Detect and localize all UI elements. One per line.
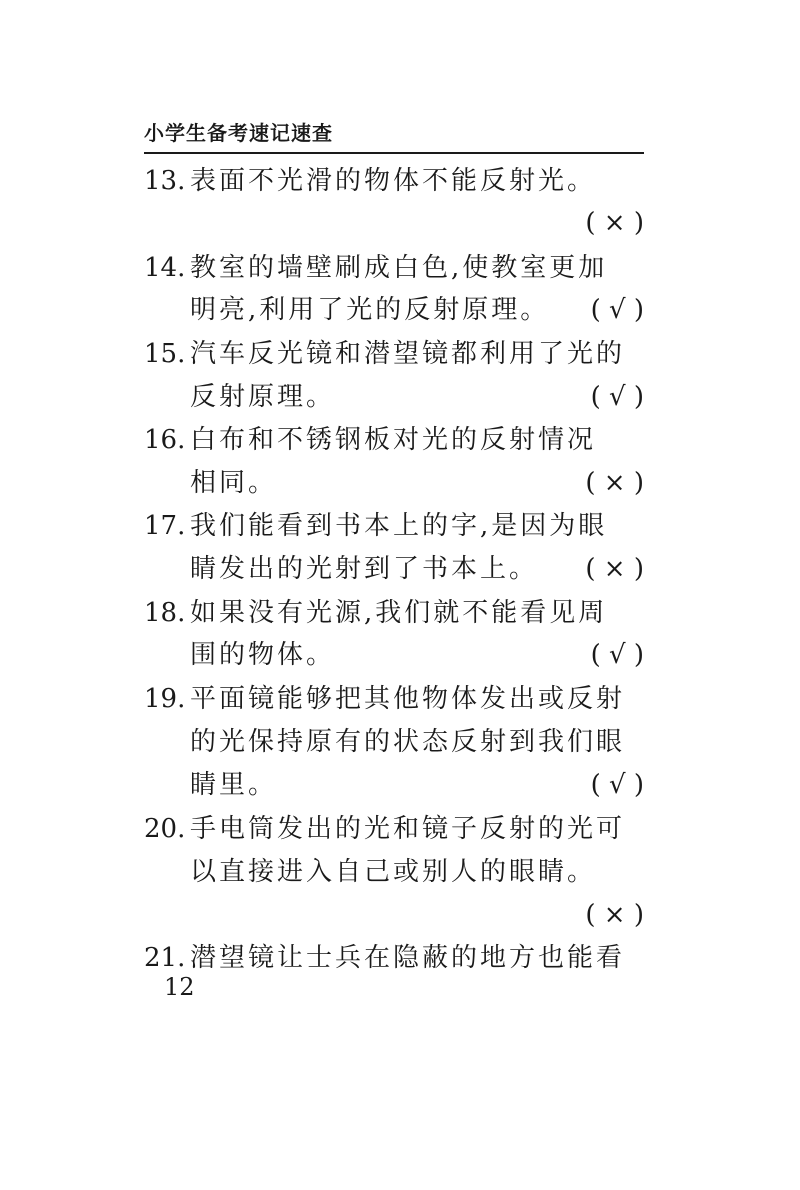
answer-15: ( √ ) bbox=[590, 382, 644, 412]
question-text: 汽车反光镜和潜望镜都利用了光的 bbox=[190, 339, 626, 369]
question-15-cont bbox=[190, 384, 644, 410]
question-21 bbox=[144, 945, 644, 971]
question-text: 手电筒发出的光和镜子反射的光可 bbox=[190, 814, 626, 844]
answer-16: ( × ) bbox=[585, 468, 644, 498]
question-number: 16. bbox=[144, 425, 186, 455]
answer-14: ( √ ) bbox=[590, 295, 644, 325]
answer-18: ( √ ) bbox=[590, 640, 644, 670]
question-14 bbox=[144, 255, 644, 281]
question-number: 21. bbox=[144, 943, 186, 973]
page-header bbox=[144, 118, 644, 154]
answer-13: ( × ) bbox=[585, 208, 644, 238]
answer-19: ( √ ) bbox=[590, 770, 644, 800]
question-number: 17. bbox=[144, 511, 186, 541]
answer-17: ( × ) bbox=[585, 554, 644, 584]
page-number: 12 bbox=[164, 973, 195, 1001]
question-13 bbox=[144, 168, 644, 194]
question-text: 教室的墙壁刷成白色,使教室更加 bbox=[190, 253, 608, 283]
question-20-cont bbox=[190, 859, 644, 885]
question-number: 18. bbox=[144, 598, 186, 628]
question-text: 相同。 bbox=[190, 468, 278, 498]
question-17-cont bbox=[190, 556, 644, 582]
question-16 bbox=[144, 427, 644, 453]
question-number: 15. bbox=[144, 339, 186, 369]
question-text: 睛发出的光射到了书本上。 bbox=[190, 554, 539, 584]
question-text: 表面不光滑的物体不能反射光。 bbox=[190, 166, 597, 196]
question-text: 以直接进入自己或别人的眼睛。 bbox=[190, 857, 597, 887]
question-text: 反射原理。 bbox=[190, 382, 336, 412]
header-title: 小学生备考速记速查 bbox=[144, 121, 333, 145]
question-text: 平面镜能够把其他物体发出或反射 bbox=[190, 684, 626, 714]
question-text: 明亮,利用了光的反射原理。 bbox=[190, 295, 550, 325]
question-18 bbox=[144, 600, 644, 626]
question-number: 13. bbox=[144, 166, 186, 196]
question-text: 潜望镜让士兵在隐蔽的地方也能看 bbox=[190, 943, 626, 973]
question-number: 19. bbox=[144, 684, 186, 714]
question-19 bbox=[144, 686, 644, 712]
question-text: 睛里。 bbox=[190, 770, 278, 800]
question-number: 20. bbox=[144, 814, 186, 844]
question-16-cont bbox=[190, 470, 644, 496]
question-text: 如果没有光源,我们就不能看见周 bbox=[190, 598, 608, 628]
question-19-cont bbox=[190, 729, 644, 755]
question-20 bbox=[144, 816, 644, 842]
question-19-cont bbox=[190, 772, 644, 798]
question-text: 的光保持原有的状态反射到我们眼 bbox=[190, 727, 626, 757]
question-14-cont bbox=[190, 297, 644, 323]
question-15 bbox=[144, 341, 644, 367]
answer-20: ( × ) bbox=[585, 900, 644, 930]
question-17 bbox=[144, 513, 644, 539]
question-text: 围的物体。 bbox=[190, 640, 336, 670]
question-text: 我们能看到书本上的字,是因为眼 bbox=[190, 511, 608, 541]
question-number: 14. bbox=[144, 253, 186, 283]
question-18-cont bbox=[190, 642, 644, 668]
question-text: 白布和不锈钢板对光的反射情况 bbox=[190, 425, 597, 455]
